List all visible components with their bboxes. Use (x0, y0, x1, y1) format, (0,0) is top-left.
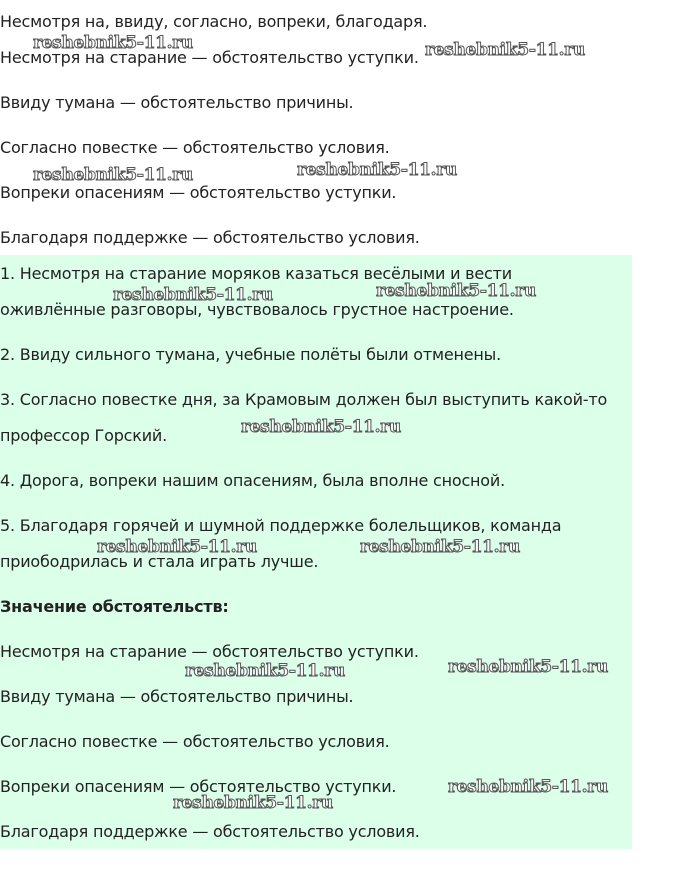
meaning-heading: Значение обстоятельств: (0, 597, 229, 616)
meaning-item-4: Вопреки опасениям — обстоятельство уступки. (0, 777, 397, 796)
sentence-3-line-1: 3. Согласно повестке дня, за Крамовым должен был выступить какой-то (0, 390, 608, 409)
sentence-4: 4. Дорога, вопреки нашим опасениям, была вполне сносной. (0, 471, 505, 490)
top-item-3: Согласно повестке — обстоятельство условия. (0, 138, 390, 157)
sentence-1-line-2: оживлённые разговоры, чувствовалось грустное настроение. (0, 300, 514, 319)
watermark: reshebnik5-11.ru (376, 281, 536, 301)
watermark: reshebnik5-11.ru (113, 285, 273, 305)
meaning-item-1: Несмотря на старание — обстоятельство уступки. (0, 642, 419, 661)
meaning-item-5: Благодаря поддержке — обстоятельство условия. (0, 822, 420, 841)
sentence-5-line-1: 5. Благодаря горячей и шумной поддержке болельщиков, команда (0, 516, 562, 535)
watermark: reshebnik5-11.ru (448, 657, 608, 677)
watermark: reshebnik5-11.ru (297, 160, 457, 180)
watermark: reshebnik5-11.ru (360, 537, 520, 557)
sentence-3-line-2: профессор Горский. (0, 426, 168, 445)
watermark: reshebnik5-11.ru (33, 165, 193, 185)
watermark: reshebnik5-11.ru (173, 793, 333, 813)
top-item-4: Вопреки опасениям — обстоятельство уступки. (0, 183, 397, 202)
watermark: reshebnik5-11.ru (425, 40, 585, 60)
watermark: reshebnik5-11.ru (33, 33, 193, 53)
prepositions-line: Несмотря на, ввиду, согласно, вопреки, благодаря. (0, 12, 428, 31)
top-item-5: Благодаря поддержке — обстоятельство условия. (0, 228, 420, 247)
meaning-item-2: Ввиду тумана — обстоятельство причины. (0, 687, 354, 706)
sentence-5-line-2: приободрилась и стала играть лучше. (0, 552, 319, 571)
top-item-1: Несмотря на старание — обстоятельство уступки. (0, 48, 419, 67)
sentence-2: 2. Ввиду сильного тумана, учебные полёты были отменены. (0, 345, 501, 364)
watermark: reshebnik5-11.ru (241, 417, 401, 437)
watermark: reshebnik5-11.ru (97, 537, 257, 557)
meaning-item-3: Согласно повестке — обстоятельство условия. (0, 732, 390, 751)
watermark: reshebnik5-11.ru (448, 777, 608, 797)
watermark: reshebnik5-11.ru (185, 661, 345, 681)
sentence-1-line-1: 1. Несмотря на старание моряков казаться весёлыми и вести (0, 264, 512, 283)
top-item-2: Ввиду тумана — обстоятельство причины. (0, 93, 354, 112)
